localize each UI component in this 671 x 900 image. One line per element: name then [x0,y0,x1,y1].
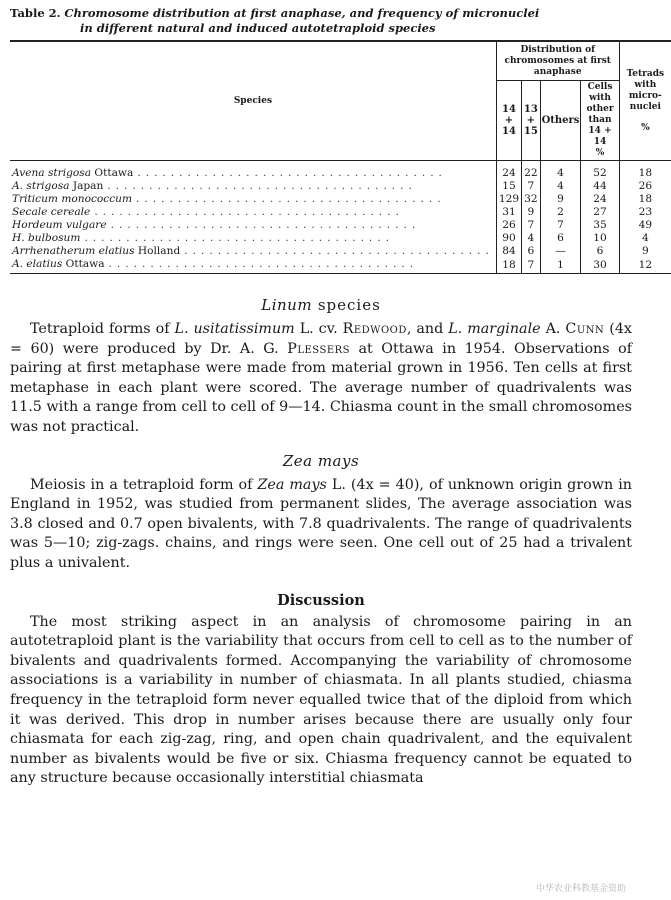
cell-14-14: 26 [496,219,521,232]
cell-cells-pct: 27 [581,206,619,219]
cell-14-14: 84 [496,245,521,258]
cell-others: 6 [540,232,581,245]
species-name: Avena strigosa [12,167,92,179]
cell-tetrads-pct: 18 [638,193,653,205]
leader-dots: ..................................... [94,206,404,218]
cell-others: — [540,245,581,258]
cell-tetrads-pct: 9 [641,245,649,257]
header-cells-label: Cells with other than 14 + 14 [586,82,614,147]
header-tetrads [619,41,671,161]
header-distribution-group: Distribution of chromosomes at first anaphase [496,41,619,81]
table-row [10,232,671,245]
cell-13-15: 22 [522,167,540,180]
chromosome-distribution-table [10,40,671,274]
cell-others: 7 [540,219,581,232]
header-cells-unit: % [595,148,605,158]
header-others: Others [540,81,581,161]
cell-14-14: 90 [496,232,521,245]
cell-13-15: 7 [522,219,540,232]
paragraph-zea: Meiosis in a tetraploid form of Zea mays L. (4x = 40), of unknown origin grown in England in 1952, was studied from permanent slides, The average association was 3.8 closed and 0.7 open bivalents, with 7.8 quadrivalents. The range of quadrivalents was 5—10; zig-zags. chains, and rings were seen. One cell out of 25 had a trivalent plus a univalent. [10,476,632,571]
paragraph-discussion: The most striking aspect in an analysis of chromosome pairing in an autotetraploid plant is the variability that occurs from cell to cell as to the number of bivalents and quadrivalents formed. Accompanying the variability of chromosome associations is a variability in number of chiasmata. In all plants studied, chiasma frequency in the tetraploid form never equalled twice that of the diploid from which it was derived. This drop in number arises because there are usually only four chiasmata for each zig-zag, ring, and open chain quadrivalent, and the equivalent number as bivalents would be five or six. Chiasma frequency cannot be equated to any structure because occasionally interstitial chiasmata [10,613,632,787]
table-caption-line2: in different natural and induced autotetraploid species [80,21,436,35]
species-name: Secale cereale [12,206,91,218]
cell-13-15: 9 [522,206,540,219]
cell-cells-pct: 24 [581,193,619,206]
table-row [10,167,671,180]
table-row [10,193,671,206]
header-14-14: 14 + 14 [496,81,521,161]
cell-cells-pct: 52 [581,167,619,180]
cell-14-14: 18 [496,258,521,274]
table-body [10,161,671,274]
header-tetrads-label: Tetrads with micro-nuclei [626,68,665,112]
table-row [10,180,671,193]
table-row [10,219,671,232]
cell-others: 2 [540,206,581,219]
header-13-15: 13 + 15 [522,81,540,161]
leader-dots: ..................................... [108,258,419,270]
cell-others: 4 [540,167,581,180]
table-row [10,245,671,258]
leader-dots: ..................................... [137,167,447,179]
cell-cells-pct: 6 [581,245,619,258]
cell-cells-pct: 30 [581,258,619,274]
species-origin: Ottawa [62,258,105,270]
table-row [10,206,671,219]
section-title-zea [10,452,632,470]
leader-dots: ..................................... [110,219,421,231]
cell-13-15: 7 [522,180,540,193]
table-caption [10,6,632,36]
cell-13-15: 6 [522,245,540,258]
cell-14-14: 129 [496,193,521,206]
species-origin: Holland [134,245,181,257]
section-title-discussion: Discussion [277,591,365,609]
cell-cells-pct: 35 [581,219,619,232]
species-name: Arrhenatherum elatius [12,245,135,257]
cell-others: 9 [540,193,581,206]
header-cells [581,81,619,161]
leader-dots: ..................................... [136,193,446,205]
section-title-linum-plain: species [312,296,381,314]
leader-dots: ..................................... [184,245,494,257]
species-origin: Ottawa [91,167,134,179]
watermark-text: 中华农业科教基金资助 [535,884,626,894]
cell-tetrads-pct: 12 [638,259,653,271]
cell-tetrads-pct: 26 [638,180,653,192]
species-name: A. elatius [12,258,63,270]
cell-14-14: 31 [496,206,521,219]
cell-tetrads-pct: 4 [641,232,649,244]
section-title-zea-text: Zea mays [282,451,360,470]
leader-dots: ..................................... [107,180,417,192]
cell-14-14: 15 [496,180,521,193]
header-tetrads-unit: % [641,122,650,133]
cell-others: 1 [540,258,581,274]
paragraph-linum: Tetraploid forms of L. usitatissimum L. cv. Redwood, and L. marginale A. Cunn (4x = 60) were produced by Dr. A. G. Plessers at Ottawa in 1954. Observations of pairing at first metaphase were made from material grown in 1956. Ten cells at first metaphase in each plant were scored. The average number of quadrivalents was 11.5 with a range from cell to cell of 9—14. Chiasma count in the small chromosomes was not practical. [10,321,633,435]
table-label: Table 2. [10,6,61,20]
cell-13-15: 32 [522,193,540,206]
section-title-linum-italic: Linum [261,296,313,314]
table-row [10,258,671,274]
species-name: H. bulbosum [12,232,81,244]
leader-dots: ..................................... [84,232,395,244]
species-name: Triticum monococcum [12,193,133,205]
cell-tetrads-pct: 23 [638,206,653,218]
cell-tetrads-pct: 18 [638,167,653,179]
header-species: Species [10,41,496,161]
species-origin: Japan [69,180,104,192]
cell-13-15: 7 [522,258,540,274]
cell-others: 4 [540,180,581,193]
species-name: A. strigosa [12,180,70,192]
cell-cells-pct: 10 [581,232,619,245]
species-name: Hordeum vulgare [12,219,107,231]
cell-14-14: 24 [496,167,521,180]
cell-13-15: 4 [522,232,540,245]
section-title-linum [10,296,632,314]
cell-cells-pct: 44 [581,180,619,193]
cell-tetrads-pct: 49 [638,219,653,231]
table-caption-line1: Chromosome distribution at first anaphase, and frequency of micronuclei [64,6,540,20]
